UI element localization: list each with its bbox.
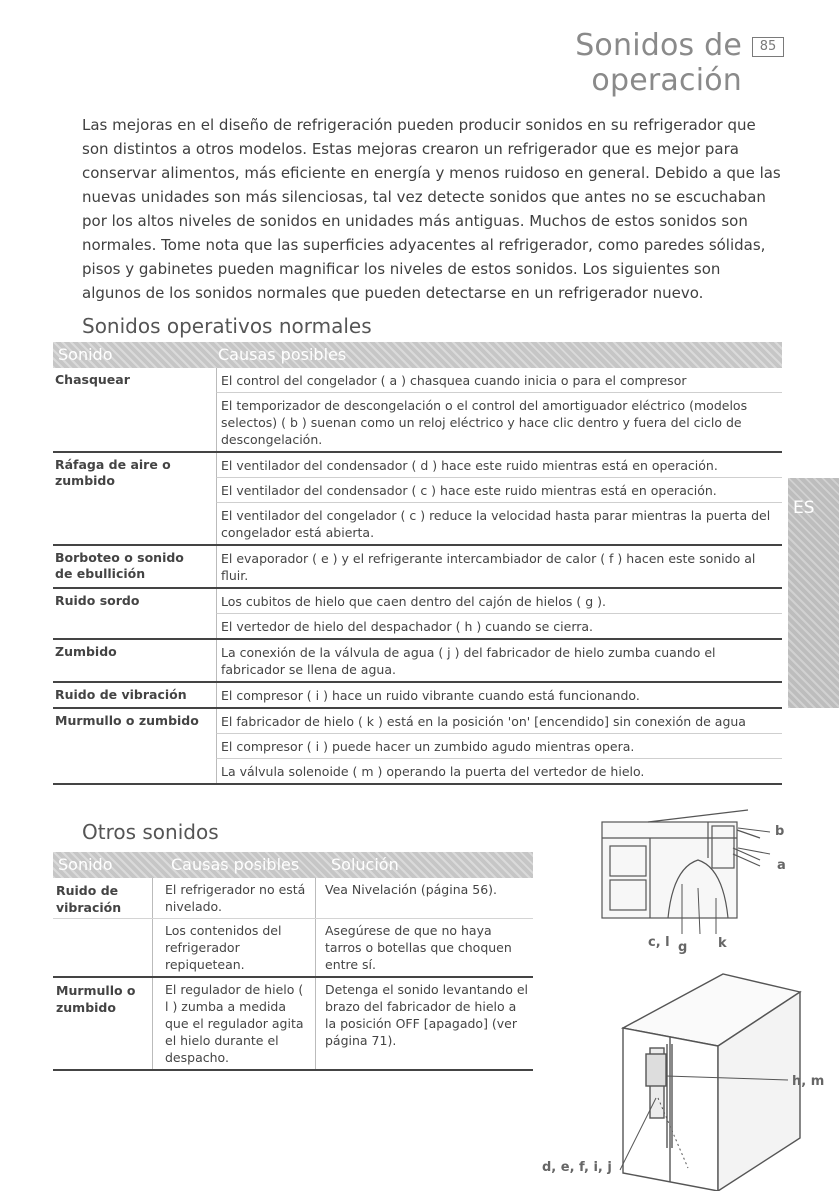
refrigerator-body — [623, 974, 800, 1191]
diagram-label-c-l: c, l — [648, 935, 670, 950]
column-header-causes: Causas posibles — [171, 855, 300, 874]
other-sounds-table — [53, 852, 533, 1071]
cause-text: El regulador de hielo ( l ) zumba a medida que el regulador agita el hielo durante el despacho. — [152, 978, 315, 1069]
solution-text: Detenga el sonido levantando el brazo del fabricador de hielo a la posición OFF [apagado] (ver página 71). — [315, 978, 533, 1069]
table-row — [53, 919, 533, 976]
cause-text: El temporizador de descongelación o el control del amortiguador eléctrico (modelos selectos) ( b ) suenan como un reloj eléctrico y hace clic dentro y fuera del ciclo de descongelación. — [221, 398, 748, 447]
cause-text: El control del congelador ( a ) chasquea cuando inicia o para el compresor — [221, 373, 687, 388]
cause-text: El compresor ( i ) hace un ruido vibrante cuando está funcionando. — [221, 688, 640, 703]
page-number: 85 — [752, 37, 784, 57]
intro-paragraph: Las mejoras en el diseño de refrigeración pueden producir sonidos en su refrigerador que son distintos a otros modelos. Estas mejoras crearon un refrigerador que es mejor para conservar alimentos, más eficiente en energía y menos ruidoso en general. Debido a que las nuevas unidades son más silenciosas, tal vez detecte sonidos que antes no se escuchaban por los altos niveles de sonidos en unidades más antiguas. Muchos de estos sonidos son normales. Tome nota que las superficies adyacentes al refrigerador, como paredes sólidas, pisos y gabinetes pueden magnificar los niveles de estos sonidos. Los siguientes son algunos de los sonidos normales que pueden detectarse en un refrigerador nuevo. — [82, 116, 781, 302]
cause-text: Los cubitos de hielo que caen dentro del cajón de hielos ( g ). — [221, 594, 606, 609]
diagram-label-a: a — [777, 858, 786, 873]
cause-text: El ventilador del congelador ( c ) reduce la velocidad hasta parar mientras la puerta del congelador está abierta. — [221, 508, 771, 540]
table-header — [53, 342, 782, 368]
table-row — [216, 503, 782, 544]
table-group — [53, 709, 782, 785]
table-row — [216, 546, 782, 587]
table-group — [53, 878, 533, 978]
sound-label: Borboteo o sonido de ebullición — [55, 550, 184, 581]
cause-text: El vertedor de hielo del despachador ( h ) cuando se cierra. — [221, 619, 594, 634]
column-header-solution: Solución — [331, 855, 399, 874]
diagram-label-k: k — [718, 936, 727, 951]
table-group — [53, 453, 782, 546]
language-tab-label: ES — [793, 498, 815, 518]
sound-label: Ráfaga de aire o zumbido — [55, 457, 171, 488]
sound-label: Chasquear — [55, 372, 130, 387]
language-tab — [788, 478, 839, 708]
table-row — [216, 614, 782, 638]
section-title-other-sounds: Otros sonidos — [82, 820, 219, 844]
cause-text: El ventilador del condensador ( d ) hace este ruido mientras está en operación. — [221, 458, 718, 473]
diagram-label-d-e-f-i-j: d, e, f, i, j — [542, 1160, 612, 1175]
table-group — [53, 978, 533, 1071]
section-title-normal-sounds: Sonidos operativos normales — [82, 314, 372, 338]
table-group — [53, 683, 782, 709]
sound-label: Zumbido — [55, 644, 117, 659]
table-row — [216, 759, 782, 783]
sound-label: Murmullo o zumbido — [56, 983, 136, 1015]
table-row — [53, 878, 533, 919]
table-group — [53, 589, 782, 640]
cause-text: El evaporador ( e ) y el refrigerante intercambiador de calor ( f ) hacen este sonido al fluir. — [221, 551, 756, 583]
cause-text: La conexión de la válvula de agua ( j ) del fabricador de hielo zumba cuando el fabricador se llena de agua. — [221, 645, 716, 677]
table-header — [53, 852, 533, 878]
sound-label: Ruido de vibración — [56, 883, 122, 915]
diagram-label-h-m: h, m — [792, 1074, 825, 1089]
table-row — [216, 734, 782, 759]
sound-label — [53, 919, 152, 976]
sound-label: Murmullo o zumbido — [55, 713, 199, 728]
cause-text: El ventilador del condensador ( c ) hace este ruido mientras está en operación. — [221, 483, 717, 498]
sound-label: Ruido de vibración — [55, 687, 187, 702]
table-group — [53, 546, 782, 589]
sound-label: Ruido sordo — [55, 593, 140, 608]
cause-text: El refrigerador no está nivelado. — [152, 878, 315, 918]
table-row — [216, 640, 782, 681]
cause-text: El fabricador de hielo ( k ) está en la posición 'on' [encendido] sin conexión de agua — [221, 714, 746, 729]
table-row — [53, 978, 533, 1069]
cause-text: La válvula solenoide ( m ) operando la puerta del vertedor de hielo. — [221, 764, 645, 779]
refrigerator-diagram — [588, 808, 839, 1191]
page-title: Sonidos de operación — [575, 28, 742, 98]
table-row — [216, 478, 782, 503]
solution-text: Vea Nivelación (página 56). — [315, 878, 533, 918]
table-group — [53, 640, 782, 683]
table-group — [53, 368, 782, 453]
diagram-label-g: g — [678, 940, 688, 955]
column-header-causes: Causas posibles — [218, 345, 347, 364]
table-row — [216, 709, 782, 734]
table-row — [216, 453, 782, 478]
solution-text: Asegúrese de que no haya tarros o botellas que choquen entre sí. — [315, 919, 533, 976]
cause-text: El compresor ( i ) puede hacer un zumbido agudo mientras opera. — [221, 739, 635, 754]
column-header-sound: Sonido — [58, 345, 113, 364]
table-row — [216, 393, 782, 451]
diagram-label-b: b — [775, 824, 785, 839]
table-row — [216, 589, 782, 614]
table-row — [216, 683, 782, 707]
interior-inset — [602, 810, 760, 918]
normal-sounds-table — [53, 342, 782, 785]
cause-text: Los contenidos del refrigerador repiquetean. — [152, 919, 315, 976]
column-header-sound: Sonido — [58, 855, 113, 874]
table-row — [216, 368, 782, 393]
table-body — [53, 878, 533, 1071]
table-body — [53, 368, 782, 785]
